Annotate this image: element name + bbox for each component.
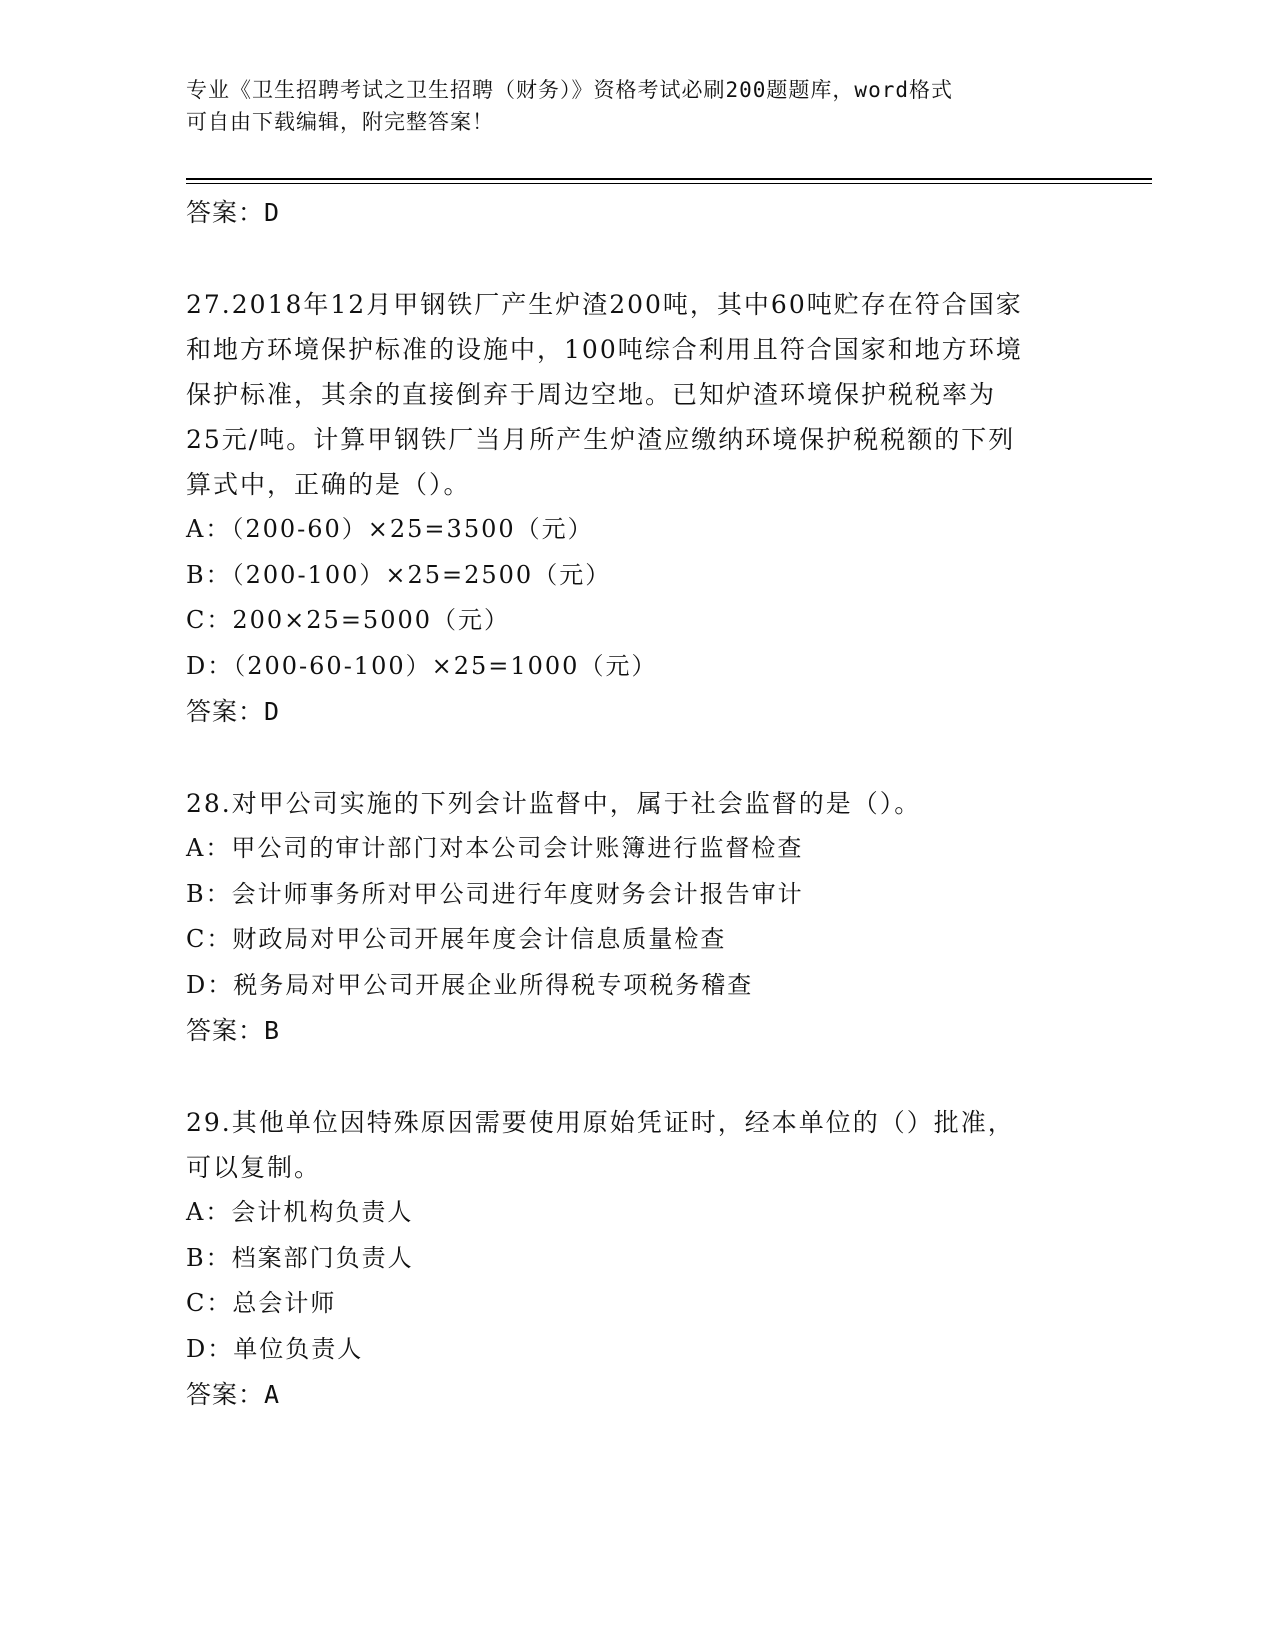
question-stem-line: 算式中，正确的是（）。	[186, 470, 471, 499]
option-d: D：（200-60-100）×25=1000（元）	[186, 651, 658, 680]
option-b: B：会计师事务所对甲公司进行年度财务会计报告审计	[186, 879, 804, 908]
option-a: A：（200-60）×25=3500（元）	[186, 515, 594, 543]
question-stem-line: 和地方环境保护标准的设施中，100吨综合利用且符合国家和地方环境	[186, 335, 1023, 364]
question-stem-line: 29.其他单位因特殊原因需要使用原始凭证时，经本单位的（）批准，	[186, 1108, 1015, 1137]
question-28	[186, 781, 1076, 1054]
header-line-2: 可自由下载编辑，附完整答案！	[186, 110, 494, 134]
header-rule-thick	[186, 178, 1152, 180]
question-stem-line: 25元/吨。计算甲钢铁厂当月所产生炉渣应缴纳环境保护税税额的下列	[186, 425, 1016, 454]
option-c: C：总会计师	[186, 1289, 337, 1317]
question-stem-line: 保护标准，其余的直接倒弃于周边空地。已知炉渣环境保护税税率为	[186, 380, 997, 409]
header-line-1: 专业《卫生招聘考试之卫生招聘（财务）》资格考试必刷200题题库，word格式	[186, 78, 953, 102]
spacer	[186, 1054, 1076, 1100]
question-29	[186, 1100, 1076, 1418]
option-a: A：甲公司的审计部门对本公司会计账簿进行监督检查	[186, 834, 804, 862]
option-d: D：单位负责人	[186, 1334, 364, 1363]
question-list	[186, 190, 1076, 1418]
option-c: C：200×25=5000（元）	[186, 606, 511, 634]
spacer	[186, 236, 1076, 282]
option-c: C：财政局对甲公司开展年度会计信息质量检查	[186, 925, 727, 953]
question-stem-line: 27.2018年12月甲钢铁厂产生炉渣200吨，其中60吨贮存在符合国家	[186, 290, 1023, 319]
page-header	[186, 74, 1066, 138]
option-a: A：会计机构负责人	[186, 1198, 414, 1226]
answer-line: 答案：D	[186, 697, 281, 726]
answer-line: 答案：B	[186, 1016, 281, 1045]
option-b: B：档案部门负责人	[186, 1243, 414, 1272]
answer-line: 答案：A	[186, 1380, 281, 1409]
question-stem-line: 可以复制。	[186, 1153, 322, 1182]
header-rule-thin	[186, 183, 1152, 184]
answer-line: 答案：D	[186, 198, 281, 227]
question-stem-line: 28.对甲公司实施的下列会计监督中，属于社会监督的是（）。	[186, 789, 922, 818]
option-d: D：税务局对甲公司开展企业所得税专项税务稽查	[186, 970, 754, 999]
option-b: B：（200-100）×25=2500（元）	[186, 560, 612, 589]
spacer	[186, 735, 1076, 781]
question-27	[186, 282, 1076, 735]
